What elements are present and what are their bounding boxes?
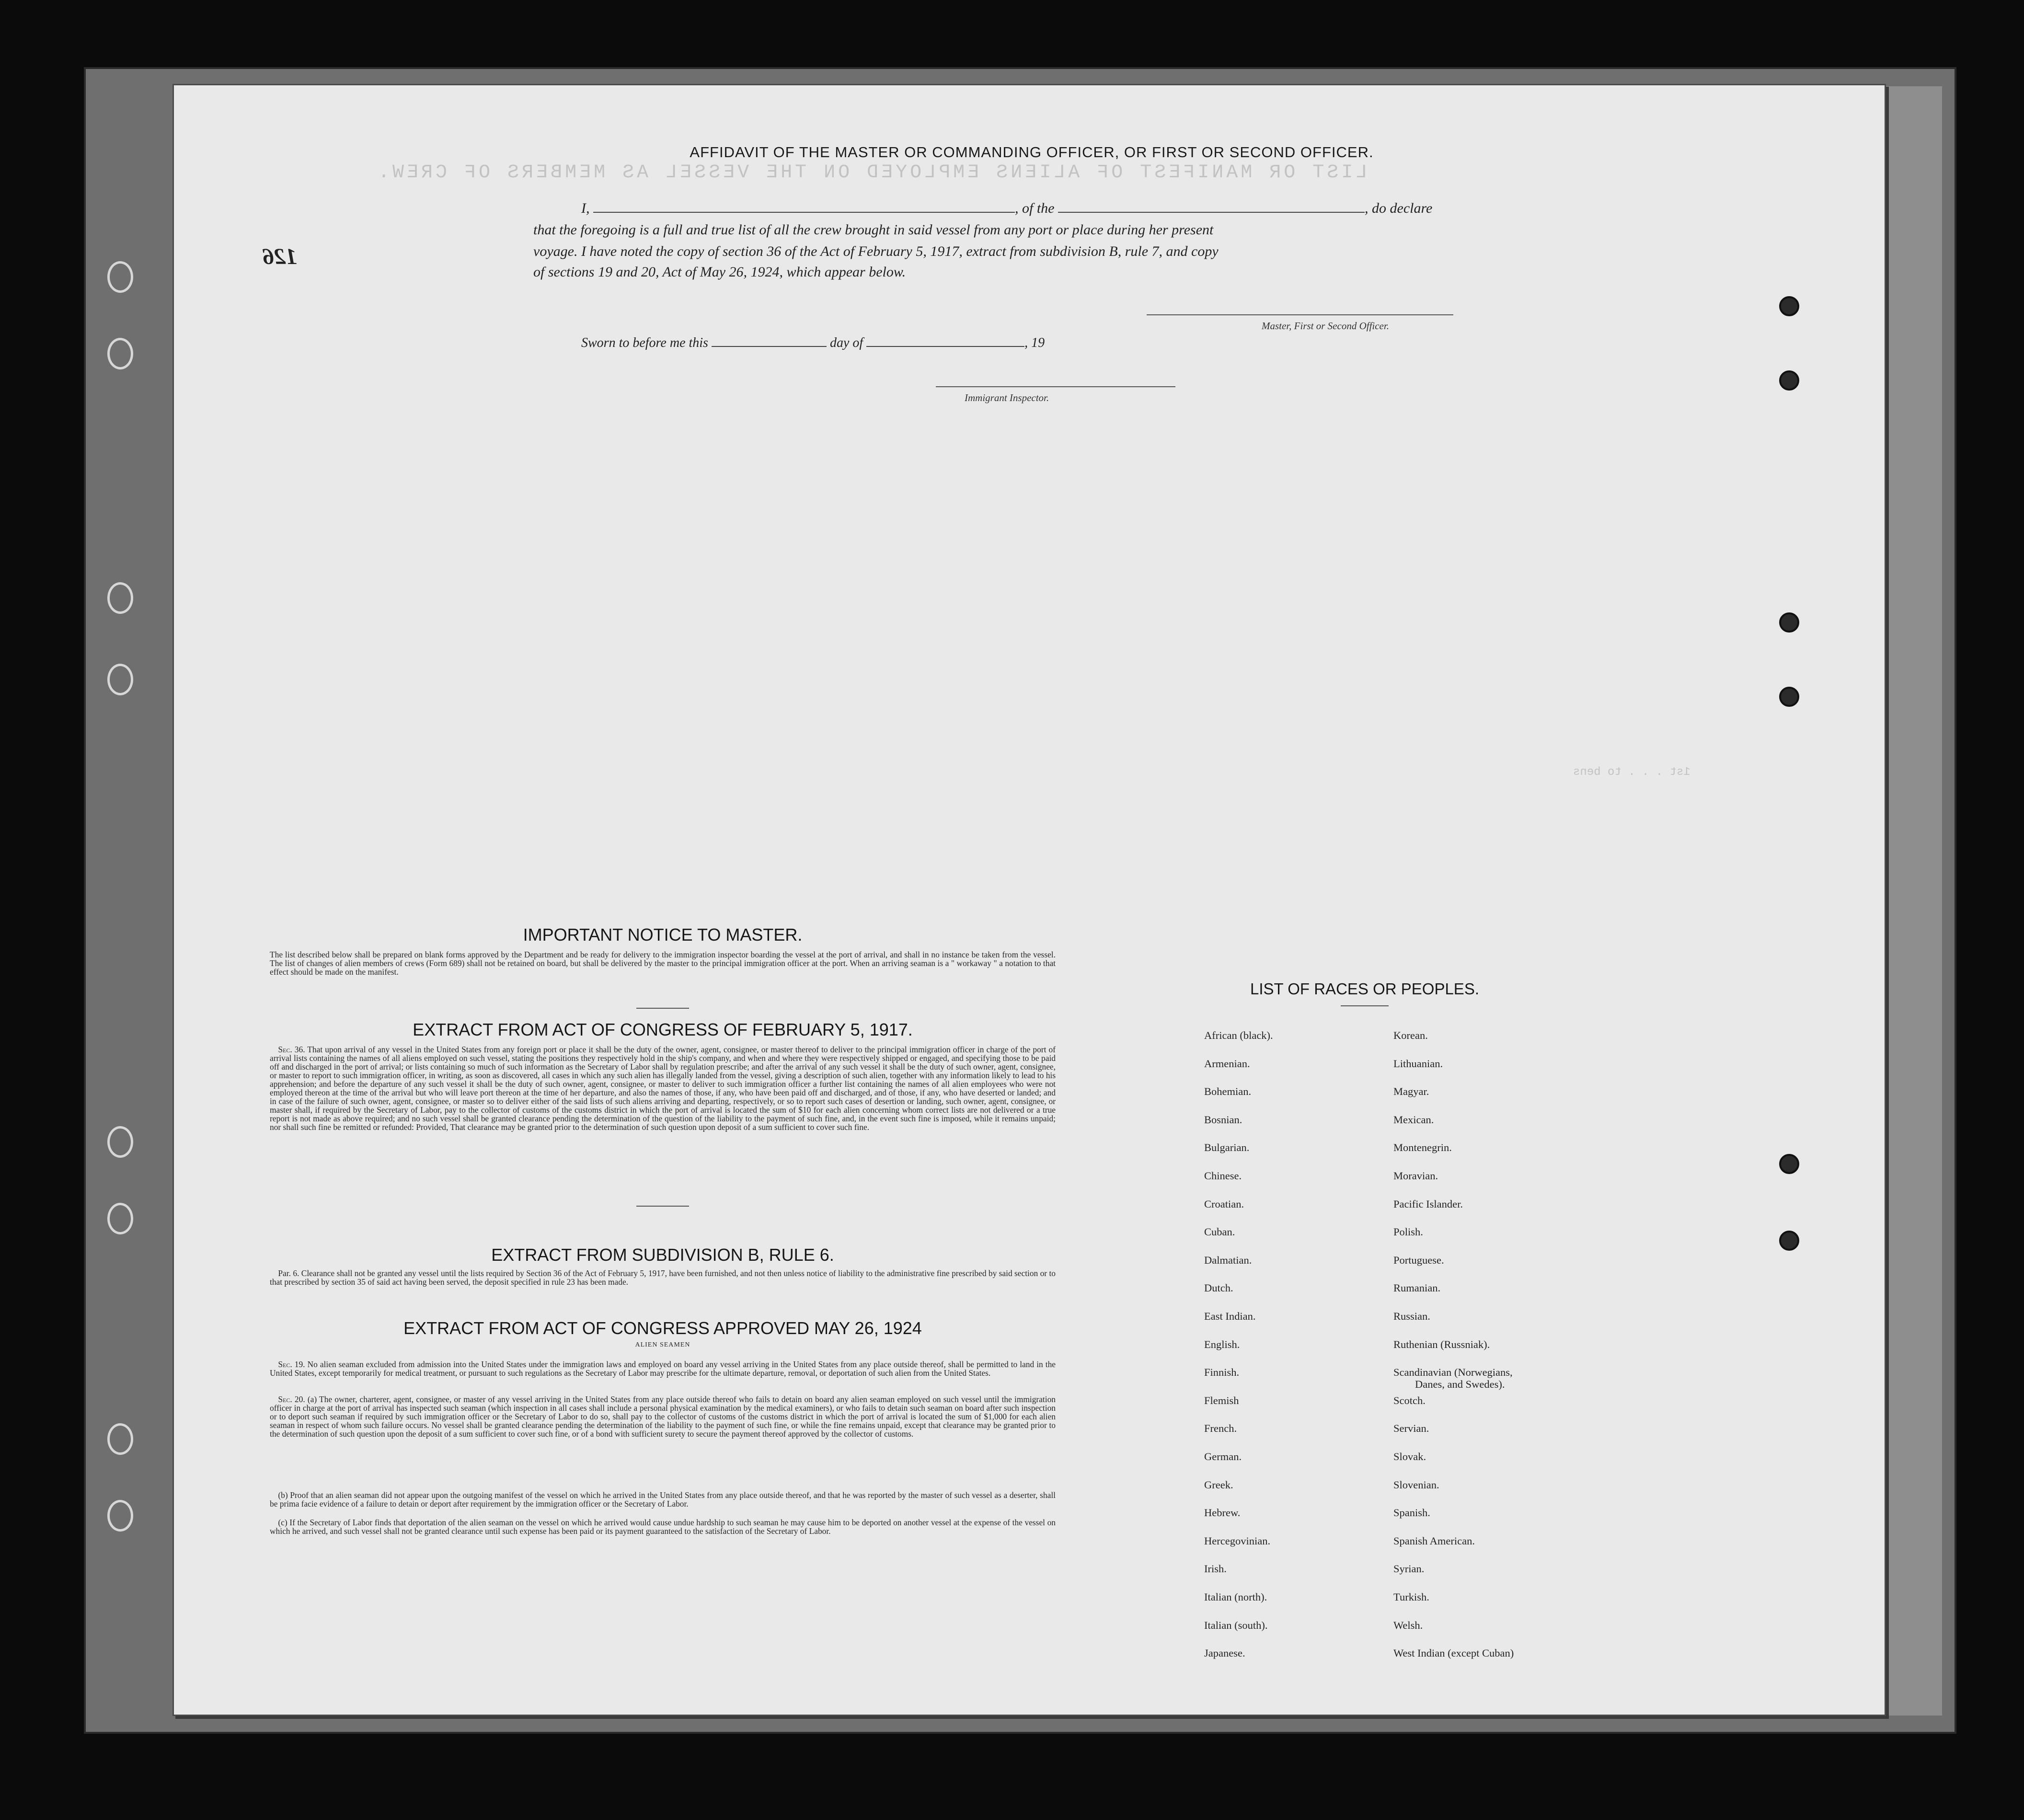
race-item: Irish.	[1204, 1563, 1227, 1575]
race-item: Japanese.	[1204, 1647, 1245, 1659]
signature-label: Master, First or Second Officer.	[1262, 320, 1389, 332]
handwritten-page-number: 126	[263, 244, 297, 269]
race-item: Spanish.	[1393, 1507, 1430, 1519]
binder-hole	[107, 1203, 133, 1234]
binder-hole	[107, 582, 133, 614]
binder-hole	[107, 1126, 133, 1158]
race-item: German.	[1204, 1451, 1242, 1463]
race-item: Syrian.	[1393, 1563, 1425, 1575]
race-item: Finnish.	[1204, 1366, 1240, 1379]
binder-hole	[107, 1500, 133, 1532]
day-blank[interactable]	[712, 346, 827, 347]
punch-hole	[1779, 1154, 1799, 1174]
manifest-page	[172, 84, 1886, 1716]
affidavit-of-the: , of the	[1015, 200, 1055, 216]
race-item: African (black).	[1204, 1029, 1273, 1041]
binder-hole	[107, 261, 133, 293]
race-item: Rumanian.	[1393, 1282, 1441, 1294]
sec-20c	[270, 1518, 1056, 1535]
race-item: Bulgarian.	[1204, 1141, 1250, 1154]
sec-20a	[270, 1395, 1056, 1438]
bleed-through-header: LIST OR MANIFEST OF ALIENS EMPLOYED ON THE VESSEL AS MEMBERS OF CREW.	[375, 162, 1368, 184]
vessel-blank[interactable]	[1058, 212, 1365, 213]
sec-36-text: That upon arrival of any vessel in the United States from any foreign port or place it shall be the duty of the owner, agent, consignee, or master thereof to deliver to the principal immigration officer in charge of the port of arrival lists containing the names of all aliens employed on such vessel, stating the positions they respectively hold in the ship's company, and when and where they were respectively shipped or engaged, and specifying those to be paid off and discharged in the port of arrival; or lists containing so much of such information as the Secretary of Labor shall by regulation prescribe; and after the arrival of any such vessel it shall be the duty of such owner, agent, consignee, or master to report to such immigration officer, in writing, as soon as discovered, all cases in which any such alien has illegally landed from the vessel, giving a description of such alien, together with any information likely to lead to his apprehension; and before the departure of any such vessel it shall be the duty of such owner, agent, consignee, or master to deliver to such immigration officer a further list containing the names of all alien employees who were not employed thereon at the time of the arrival but who will leave port thereon at the time of her departure, and also the names of those, if any, who have been paid off and discharged, and of those, if any, who have deserted or landed; and in case of the failure of such owner, agent, consignee, or master so to deliver either of the said lists of such aliens arriving and departing, respectively, or so to report such cases of desertion or landing, such owner, agent, consignee, or master shall, if required by the Secretary of Labor, pay to the collector of customs of the customs district in which the port of arrival is located the sum of $10 for each alien concerning whom correct lists are not delivered or a true report is not made as above required; and no such vessel shall be granted clearance pending the determination of the question of the liability to the payment of such fine, and, in the event such fine is imposed, while it remains unpaid; nor shall such fine be remitted or refunded: Provided, That clearance may be granted prior to the determination of such question upon deposit of a sum sufficient to cover such fine.	[270, 1045, 1056, 1132]
race-item: Dalmatian.	[1204, 1254, 1252, 1266]
extract-rule6-text	[270, 1269, 1056, 1286]
day-of-text: day of	[829, 335, 863, 350]
race-item: Korean.	[1393, 1029, 1428, 1041]
sec-20-label: Sec. 20.	[278, 1394, 305, 1404]
sec-20c-text: (c) If the Secretary of Labor finds that deportation of the alien seaman on the vessel on which he arrived would cause undue hardship to such seaman he may cause him to be deported on another vessel at the expense of the vessel on which he arrived, and such vessel shall not be granted clearance until such expense has been paid or its payment guaranteed to the satisfaction of the Secretary of Labor.	[270, 1518, 1056, 1536]
divider	[636, 1008, 689, 1009]
binder-hole	[107, 1423, 133, 1455]
race-item: Scotch.	[1393, 1394, 1426, 1406]
inspector-signature-line[interactable]	[936, 386, 1175, 387]
sec-20a-text: (a) The owner, charterer, agent, consignee, or master of any vessel arriving in the United States from any place outside thereof who fails to detain on board any alien seaman employed on such vessel until the immigration officer in charge at the port of arrival has inspected such seaman (which inspection in all cases shall include a personal physical examination by the medical examiners), or who fails to detain such seaman on board after such inspection or to deport such seaman if required by such immigration officer or the Secretary of Labor to do so, shall pay to the collector of customs of the customs district in which the port of arrival is located the sum of $1,000 for each alien seaman in respect of whom such failure occurs. No vessel shall be granted clearance pending the determination of the liability to the payment of such fine, or while the fine remains unpaid, except that clearance may be granted prior to the determination of such question upon the deposit of a sum sufficient to cover such fine, or of a bond with sufficient surety to secure the payment thereof approved by the collector of customs.	[270, 1394, 1056, 1439]
race-item: French.	[1204, 1422, 1237, 1435]
race-item: Ruthenian (Russniak).	[1393, 1338, 1490, 1350]
sec-19-label: Sec. 19.	[278, 1359, 305, 1369]
sec-36-label: Sec. 36.	[278, 1045, 305, 1054]
binder-hole	[107, 664, 133, 695]
race-item: Italian (north).	[1204, 1591, 1267, 1603]
race-item: Dutch.	[1204, 1282, 1233, 1294]
inspector-label: Immigrant Inspector.	[965, 392, 1049, 403]
par-6-text: Clearance shall not be granted any vessel until the lists required by Section 36 of the Act of February 5, 1917, have been furnished, and not then unless notice of liability to the administrative fine prescribed by said section or to that prescribed by section 35 of said act having been served, the deposit specified in rule 23 has been made.	[270, 1268, 1056, 1287]
sec-20b	[270, 1491, 1056, 1508]
affidavit-i: I,	[581, 200, 590, 216]
binder-hole	[107, 338, 133, 369]
race-item: Hebrew.	[1204, 1507, 1241, 1519]
punch-hole	[1779, 687, 1799, 707]
signature-line[interactable]	[1147, 314, 1453, 315]
race-item: Scandinavian (Norwegians,	[1393, 1366, 1513, 1379]
race-item: Russian.	[1393, 1310, 1430, 1322]
month-blank[interactable]	[866, 346, 1024, 347]
punch-hole	[1779, 1231, 1799, 1251]
affidavit-line-1	[581, 200, 1432, 217]
affidavit-declare: , do declare	[1365, 200, 1433, 216]
race-item: Servian.	[1393, 1422, 1429, 1435]
extract-rule6-title: EXTRACT FROM SUBDIVISION B, RULE 6.	[491, 1245, 834, 1265]
race-item: Welsh.	[1393, 1619, 1423, 1631]
sec-19	[270, 1360, 1056, 1377]
punch-hole	[1779, 612, 1799, 633]
race-item: Lithuanian.	[1393, 1057, 1443, 1070]
name-blank[interactable]	[593, 212, 1015, 213]
race-item: East Indian.	[1204, 1310, 1256, 1322]
extract-1924-title: EXTRACT FROM ACT OF CONGRESS APPROVED MAY 26, 1924	[403, 1318, 922, 1338]
race-item: Italian (south).	[1204, 1619, 1268, 1631]
race-item: Chinese.	[1204, 1170, 1242, 1182]
punch-hole	[1779, 296, 1799, 316]
race-item: Slovenian.	[1393, 1478, 1439, 1491]
race-item: Pacific Islander.	[1393, 1198, 1463, 1210]
affidavit-line-3: voyage. I have noted the copy of section 36 of the Act of February 5, 1917, extract from subdivision B, rule 7, and copy	[533, 243, 1219, 259]
race-item: Moravian.	[1393, 1170, 1438, 1182]
extract-1917-text	[270, 1045, 1056, 1131]
divider	[636, 1206, 689, 1207]
punch-hole	[1779, 370, 1799, 391]
race-item: English.	[1204, 1338, 1240, 1350]
race-item-continuation: Danes, and Swedes).	[1415, 1378, 1505, 1391]
race-item: Portuguese.	[1393, 1254, 1444, 1266]
race-item: Bosnian.	[1204, 1113, 1242, 1126]
par-6-label: Par. 6.	[278, 1268, 299, 1278]
year-prefix: , 19	[1024, 335, 1045, 350]
notice-text: The list described below shall be prepared on blank forms approved by the Department and be ready for delivery to the immigration inspector boarding the vessel at the port of arrival, and shall in no instance be taken from the vessel. The list of changes of alien members of crews (Form 689) shall not be retained on board, but shall be delivered by the master to the principal immigration officer at the port. When an arriving seaman is a " workaway " a notation to that effect should be made on the manifest.	[270, 950, 1056, 977]
sec-19-text: No alien seaman excluded from admission into the United States under the immigration laws and employed on board any vessel arriving in the United States from any place outside thereof, shall be permitted to land in the United States, except temporarily for medical treatment, or pursuant to such regulations as the Secretary of Labor may prescribe for the ultimate departure, removal, or deportation of such alien from the United States.	[270, 1359, 1056, 1378]
race-item: Spanish American.	[1393, 1534, 1475, 1547]
affidavit-line-2: that the foregoing is a full and true list of all the crew brought in said vessel from any port or place during her present	[533, 222, 1214, 238]
race-item: Slovak.	[1393, 1451, 1426, 1463]
alien-seamen-subtitle: ALIEN SEAMEN	[635, 1341, 690, 1348]
race-item: Croatian.	[1204, 1198, 1244, 1210]
race-item: Magyar.	[1393, 1085, 1429, 1098]
race-item: Greek.	[1204, 1478, 1233, 1491]
race-item: Turkish.	[1393, 1591, 1429, 1603]
race-item: West Indian (except Cuban)	[1393, 1647, 1514, 1659]
race-item: Bohemian.	[1204, 1085, 1252, 1098]
affidavit-title: AFFIDAVIT OF THE MASTER OR COMMANDING OFFICER, OR FIRST OR SECOND OFFICER.	[690, 144, 1374, 161]
divider	[1341, 1005, 1389, 1006]
sworn-text: Sworn to before me this	[581, 335, 708, 350]
notice-title: IMPORTANT NOTICE TO MASTER.	[523, 925, 803, 945]
sec-20b-text: (b) Proof that an alien seaman did not appear upon the outgoing manifest of the vessel on which he arrived in the United States from any place outside thereof, and that he was reported by the master of such vessel as a deserter, shall be prima facie evidence of a failure to detain or deport after requirement by the immigration officer or the Secretary of Labor.	[270, 1490, 1056, 1509]
race-item: Cuban.	[1204, 1226, 1235, 1238]
race-item: Montenegrin.	[1393, 1141, 1452, 1154]
bleed-through-row: 1st . . . to bens	[1573, 766, 1690, 779]
race-item: Armenian.	[1204, 1057, 1250, 1070]
affidavit-line-4: of sections 19 and 20, Act of May 26, 1924, which appear below.	[533, 264, 906, 280]
race-item: Mexican.	[1393, 1113, 1434, 1126]
race-item: Flemish	[1204, 1394, 1239, 1406]
extract-1917-title: EXTRACT FROM ACT OF CONGRESS OF FEBRUARY 5, 1917.	[413, 1020, 913, 1039]
race-item: Hercegovinian.	[1204, 1534, 1271, 1547]
race-item: Polish.	[1393, 1226, 1423, 1238]
sworn-line	[581, 335, 1045, 351]
races-title: LIST OF RACES OR PEOPLES.	[1250, 980, 1480, 998]
